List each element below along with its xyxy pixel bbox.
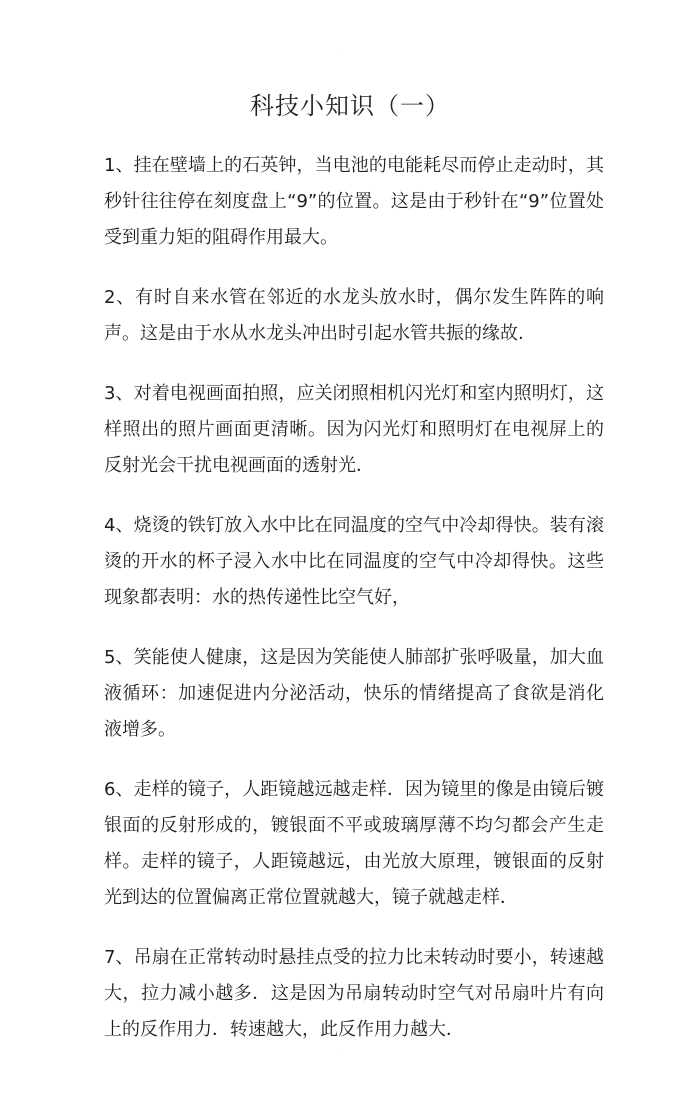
document-body [104,148,604,1072]
paragraph-5: 5、笑能使人健康，这是因为笑能使人肺部扩张呼吸量，加大血液循环：加速促进内分泌活动，快乐的情绪提高了食欲是消化液增多。 [104,647,604,740]
faint-mark-top: · [342,46,344,53]
paragraph-4: 4、烧烫的铁钉放入水中比在同温度的空气中冷却得快。装有滚烫的开水的杯子浸入水中比在同温度的空气中冷却得快。这些现象都表明：水的热传递性比空气好， [104,515,604,608]
paragraph-1: 1、挂在壁墙上的石英钟，当电池的电能耗尽而停止走动时，其秒针往往停在刻度盘上“9”的位置。这是由于秒针在“9”位置处受到重力矩的阻碍作用最大。 [104,155,604,248]
page-title: 科技小知识（一） [250,92,450,120]
paragraph-6: 6、走样的镜子，人距镜越远越走样．因为镜里的像是由镜后镀银面的反射形成的，镀银面不平或玻璃厚薄不均匀都会产生走样。走样的镜子，人距镜越远，由光放大原理，镀银面的反射光到达的位置偏离正常位置就越大，镜子就越走样． [104,779,604,908]
paragraph-7: 7、吊扇在正常转动时悬挂点受的拉力比未转动时要小，转速越大，拉力减小越多．这是因为吊扇转动时空气对吊扇叶片有向上的反作用力．转速越大，此反作用力越大． [104,947,604,1040]
faint-mark-bottom: · · [338,1052,344,1059]
paragraph-3: 3、对着电视画面拍照，应关闭照相机闪光灯和室内照明灯，这样照出的照片画面更清晰。因为闪光灯和照明灯在电视屏上的反射光会干扰电视画面的透射光． [104,383,604,476]
paragraph-2: 2、有时自来水管在邻近的水龙头放水时，偶尔发生阵阵的响声。这是由于水从水龙头冲出时引起水管共振的缘故. [104,287,604,344]
